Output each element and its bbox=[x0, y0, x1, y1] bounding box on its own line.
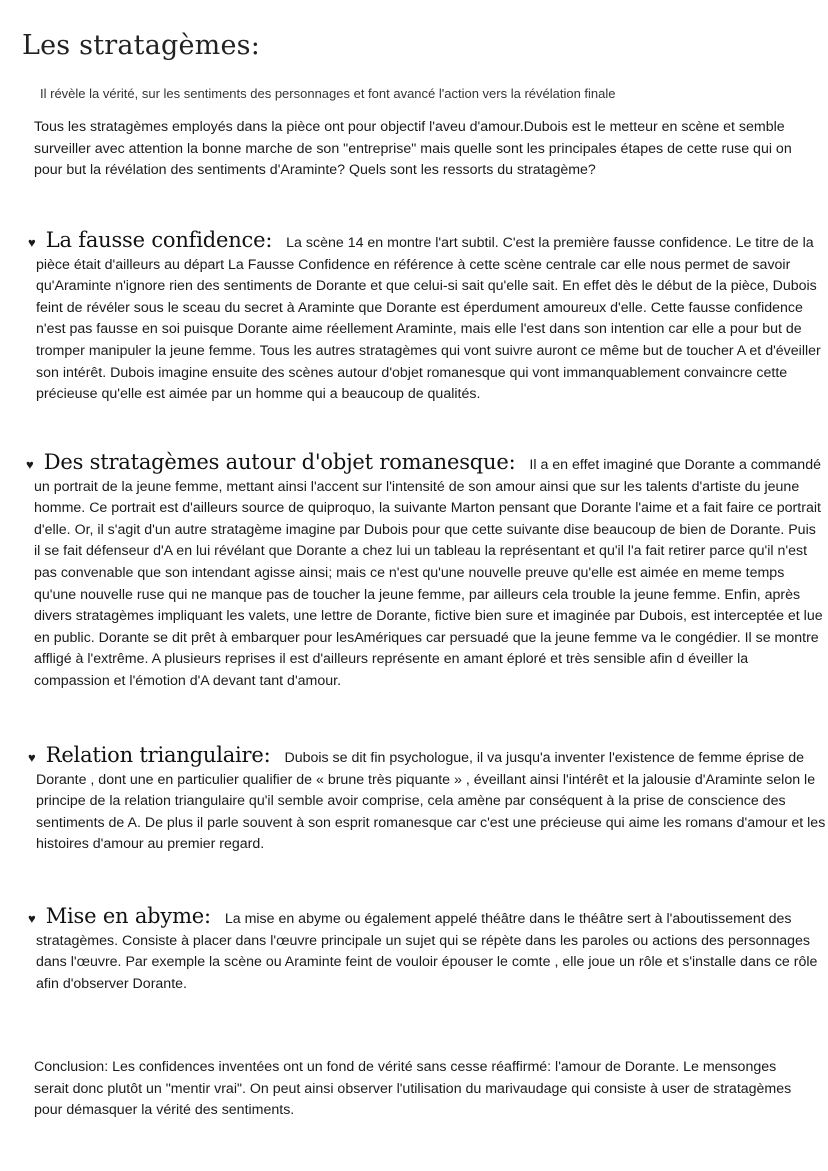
page-subtitle: Il révèle la vérité, sur les sentiments des personnages et font avancé l'action vers la révélation finale bbox=[40, 86, 616, 101]
section-heading: Mise en abyme: bbox=[45, 904, 211, 928]
section-text: La scène 14 en montre l'art subtil. C'est la première fausse confidence. Le titre de la pièce était d'ailleurs au départ La Fausse Confidence en référence à cette scène centrale car elle nous permet de savoir qu'Araminte n'ignore rien des sentiments de Dorante et que celui-si sait qu'elle sait. En effet dès le début de la pièce, Dubois feint de révéler sous le sceau du secret à Araminte que Dorante est éperdument amoureux d'elle. Cette fausse confidence n'est pas fausse en soi puisque Dorante aime réellement Araminte, mais elle l'est dans son intention car elle a pour but de tromper manipuler la jeune femme. Tous les autres stratagèmes qui vont suivre auront ce même but de toucher A et d'éveiller son intérêt. Dubois imagine ensuite des scènes autour d'objet romanesque qui vont immanquablement convaincre cette précieuse qu'elle est aimée par un homme qui a beaucoup de qualités. bbox=[36, 235, 821, 403]
heart-bullet-icon: ♥ bbox=[28, 750, 36, 765]
section-heading: Des stratagèmes autour d'objet romanesque: bbox=[43, 450, 516, 474]
section-heading: La fausse confidence: bbox=[45, 228, 273, 252]
section-fausse-confidence bbox=[28, 228, 828, 406]
section-text: La mise en abyme ou également appelé théâtre dans le théâtre sert à l'aboutissement des stratagèmes. Consiste à placer dans l'œuvre principale un sujet qui se répète dans les paroles ou actions des personnages dans l'œuvre. Par exemple la scène ou Araminte feint de vouloir épouser le comte , elle joue un rôle et s'installe dans ce rôle afin d'observer Dorante. bbox=[36, 911, 818, 992]
section-heading: Relation triangulaire: bbox=[45, 743, 271, 767]
section-objet-romanesque bbox=[26, 450, 826, 693]
intro-paragraph: Tous les stratagèmes employés dans la pièce ont pour objectif l'aveu d'amour.Dubois est le metteur en scène et semble surveiller avec attention la bonne marche de son "entreprise" mais quelle sont les principales étapes de cette ruse qui on pour but la révélation des sentiments d'Araminte? Quels sont les ressorts du stratagème? bbox=[34, 119, 792, 179]
page-title: Les stratagèmes: bbox=[22, 30, 260, 61]
heart-bullet-icon: ♥ bbox=[28, 911, 36, 926]
conclusion-paragraph: Conclusion: Les confidences inventées ont un fond de vérité sans cesse réaffirmé: l'amour de Dorante. Le mensonges serait donc plutôt un "mentir vrai". On peut ainsi observer l'utilisation du marivaudage qui consiste à user de stratagèmes pour démasquer la vérité des sentiments. bbox=[34, 1059, 792, 1119]
section-mise-en-abyme bbox=[28, 904, 828, 995]
section-text: Dubois se dit fin psychologue, il va jusqu'a inventer l'existence de femme éprise de Dorante , dont une en particulier qualifier de « brune très piquante » , éveillant ainsi l'intérêt et la jalousie d'Araminte selon le principe de la relation triangulaire qu'il semble avoir comprise, cela amène par conséquent à la prise de conscience des sentiments de A. De plus il parle souvent à son esprit romanesque car c'est une précieuse qui aime les romans d'amour et les histoires d'amour au premier regard. bbox=[36, 750, 826, 853]
heart-bullet-icon: ♥ bbox=[28, 235, 36, 250]
heart-bullet-icon: ♥ bbox=[26, 457, 34, 472]
section-text: Il a en effet imaginé que Dorante a commandé un portrait de la jeune femme, mettant ainsi l'accent sur l'intensité de son amour ainsi que sur les talents d'artiste du jeune homme. Ce portrait est d'ailleurs source de quiproquo, la suivante Marton pensant que Dorante l'aime et a fait faire ce portrait d'elle. Or, il s'agit d'un autre stratagème imagine par Dubois pour que cette suivante dise beaucoup de bien de Dorante. Puis il se fait défenseur d'A en lui révélant que Dorante a chez lui un tableau la représentant et qu'il l'a fait retirer parce qu'il n'est pas convenable que son intendant agisse ainsi; mais ce n'est qu'une nouvelle preuve qu'elle est aimée en meme temps qu'une nouvelle ruse qui ne manque pas de toucher la jeune femme, par ailleurs cela trouble la jeune femme. Enfin, après divers stratagèmes impliquant les valets, une lettre de Dorante, fictive bien sure et imaginée par Dubois, est interceptée et lue en public. Dorante se dit prêt à embarquer pour lesAmériques car persuadé que la jeune femme va le congédier. Il se montre affligé à l'extrême. A plusieurs reprises il est d'ailleurs représente en amant éploré et très sensible afin d éveiller la compassion et l'émotion d'A devant tant d'amour. bbox=[34, 457, 823, 689]
section-relation-triangulaire bbox=[28, 743, 828, 856]
